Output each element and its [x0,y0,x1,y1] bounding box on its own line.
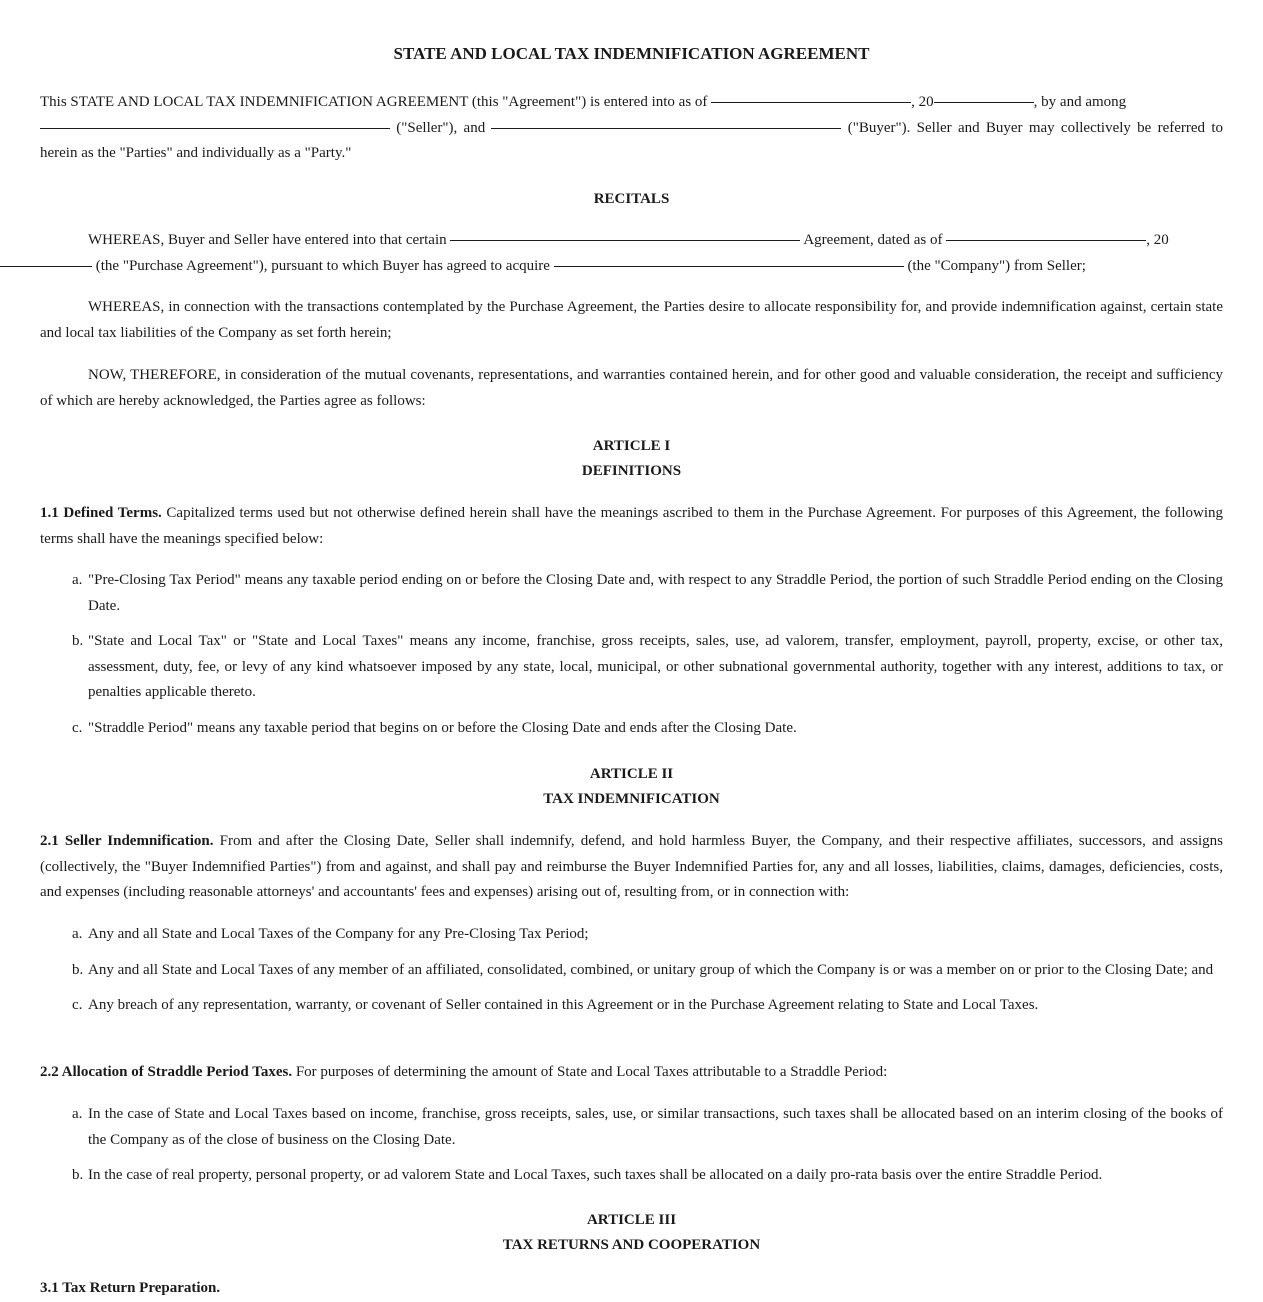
list-marker: a. [72,572,83,588]
section-2-2-label: 2.2 Allocation of Straddle Period Taxes. [40,1064,293,1080]
list-marker: b. [72,633,84,650]
intro-text-5: ("Buyer"). Seller and Buyer may collectively be referred to herein as the "Parties" and individually as a "Party." [40,119,1224,162]
list-marker: b. [72,961,84,978]
list-item-text: In the case of real property, personal property, or ad valorem State and Local Taxes, such taxes shall be allocated on a daily pro-rata basis over the entire Straddle Period. [88,1167,1103,1184]
section-1-1-label: 1.1 Defined Terms. [40,505,162,521]
list-item-text: Any breach of any representation, warranty, or covenant of Seller contained in this Agreement or in the Purchase Agreement relating to State and Local Taxes. [88,997,1039,1014]
indemnification-list [40,922,1223,1019]
seller-blank[interactable] [40,128,390,129]
intro-paragraph [40,90,1223,167]
list-marker: c. [72,997,83,1014]
list-item-text: "Pre-Closing Tax Period" means any taxable period ending on or before the Closing Date and, with respect to any Straddle Period, the portion of such Straddle Period ending on the Closing Date. [88,572,1223,614]
recital1-text-5: (the "Company") from Seller; [907,257,1086,274]
list-item [40,922,1223,948]
article-3-name: TAX RETURNS AND COOPERATION [502,1237,761,1253]
article-1-name: DEFINITIONS [581,463,682,479]
section-2-1 [40,829,1223,906]
article-2-number: ARTICLE II [589,766,674,782]
agreement-name-blank[interactable] [450,240,800,241]
recital1-text-1: WHEREAS, Buyer and Seller have entered into that certain [88,232,447,248]
recital1-text-2: Agreement, dated as of [803,232,943,248]
list-item-text: "State and Local Tax" or "State and Local Taxes" means any income, franchise, gross receipts, sales, use, ad valorem, transfer, employment, payroll, property, excise, or other tax, assessment, duty, fee, or levy of any kind whatsoever imposed by any state, local, municipal, or other subnational governmental authority, together with any interest, additions to tax, or penalties applicable thereto. [88,633,1223,701]
list-item-text: In the case of State and Local Taxes based on income, franchise, gross receipts, sales, use, or similar transactions, such taxes shall be allocated based on an interim closing of the books of the Company as of the close of business on the Closing Date. [88,1106,1223,1148]
intro-text-1: This STATE AND LOCAL TAX INDEMNIFICATION AGREEMENT (this "Agreement") is entered into as of [40,94,708,110]
list-item [40,568,1223,619]
agreement-date-blank[interactable] [946,240,1146,241]
list-item [40,629,1223,706]
list-item [40,993,1223,1019]
list-marker: a. [72,1106,83,1122]
recital1-text-4: (the "Purchase Agreement"), pursuant to which Buyer has agreed to acquire [95,257,550,274]
company-blank[interactable] [554,266,904,267]
list-item [40,716,1223,742]
section-1-1 [40,501,1223,552]
article-3-number: ARTICLE III [586,1212,677,1228]
section-2-2-text: For purposes of determining the amount of State and Local Taxes attributable to a Straddle Period: [295,1064,888,1080]
year-blank[interactable] [934,102,1034,103]
recital-1 [40,228,1223,279]
list-item [40,1102,1223,1153]
date-blank[interactable] [711,102,911,103]
definitions-list [40,568,1223,742]
intro-text-2: , 20 [911,94,934,110]
straddle-allocation-list [40,1102,1223,1189]
section-2-1-text: From and after the Closing Date, Seller shall indemnify, defend, and hold harmless Buyer, the Company, and their respective affiliates, successors, and assigns (collectively, the "Buyer Indemnified Parties") from and against, and shall pay and reimburse the Buyer Indemnified Parties for, any and all losses, liabilities, claims, damages, deficiencies, costs, and expenses (including reasonable attorneys' and accountants' fees and expenses) arising out of, resulting from, or in connection with: [40,833,1224,901]
recital1-text-3: , 20 [1146,232,1169,248]
recital-3: NOW, THEREFORE, in consideration of the mutual covenants, representations, and warranties contained herein, and for other good and valuable consideration, the receipt and sufficiency of which are hereby acknowledged, the Parties agree as follows: [40,367,1223,409]
section-2-1-label: 2.1 Seller Indemnification. [40,833,214,849]
list-item [40,958,1223,984]
intro-text-3: , by and among [1033,94,1127,110]
section-3-1 [40,1276,1223,1302]
recitals-heading: RECITALS [593,191,670,207]
article-2-name: TAX INDEMNIFICATION [543,791,720,807]
list-marker: b. [72,1167,84,1184]
recital-2: WHEREAS, in connection with the transactions contemplated by the Purchase Agreement, the Parties desire to allocate responsibility for, and provide indemnification against, certain state and local tax liabilities of the Company as set forth herein; [40,299,1223,341]
section-1-1-text: Capitalized terms used but not otherwise defined herein shall have the meanings ascribed to them in the Purchase Agreement. For purposes of this Agreement, the following terms shall have the meanings specified below: [40,505,1223,547]
list-item-text: Any and all State and Local Taxes of the Company for any Pre-Closing Tax Period; [88,926,589,942]
list-item [40,1163,1223,1189]
list-item-text: "Straddle Period" means any taxable period that begins on or before the Closing Date and ends after the Closing Date. [88,719,797,736]
list-item-text: Any and all State and Local Taxes of any member of an affiliated, consolidated, combined, or unitary group of which the Company is or was a member on or prior to the Closing Date; and [88,961,1214,978]
document-title: STATE AND LOCAL TAX INDEMNIFICATION AGREEMENT [393,44,870,63]
list-marker: a. [72,926,83,942]
agreement-year-blank[interactable] [0,266,92,267]
article-1-number: ARTICLE I [592,438,671,454]
buyer-blank[interactable] [491,128,841,129]
section-2-2 [40,1060,1223,1086]
intro-text-4: ("Seller"), and [396,119,486,136]
list-marker: c. [72,719,83,736]
section-3-1-label: 3.1 Tax Return Preparation. [40,1280,221,1296]
